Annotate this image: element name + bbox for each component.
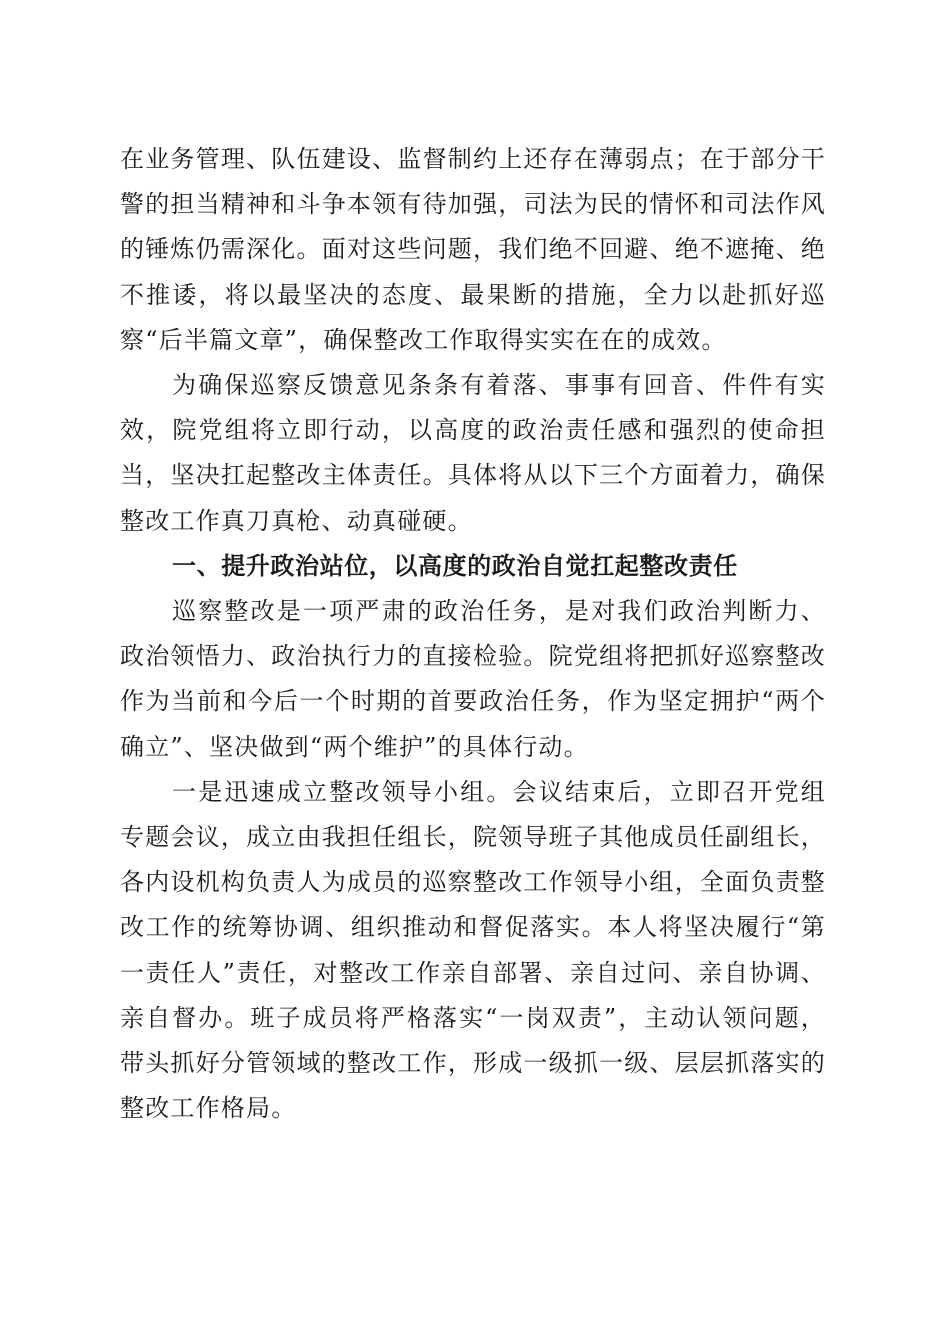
paragraph-leadership-group: 一是迅速成立整改领导小组。会议结束后，立即召开党组专题会议，成立由我担任组长，院领导班子其他成员任副组长，各内设机构负责人为成员的巡察整改工作领导小组，全面负责整改工作的统筹协调、组织推动和督促落实。本人将坚决履行“第一责任人”责任，对整改工作亲自部署、亲自过问、亲自协调、亲自督办。班子成员将严格落实“一岗双责”，主动认领问题，带头抓好分管领域的整改工作，形成一级抓一级、层层抓落实的整改工作格局。 bbox=[120, 777, 826, 1123]
paragraph-political-task: 巡察整改是一项严肃的政治任务，是对我们政治判断力、政治领悟力、政治执行力的直接检验。院党组将把抓好巡察整改作为当前和今后一个时期的首要政治任务，作为坚定拥护“两个确立”、坚决做到“两个维护”的具体行动。 bbox=[120, 597, 826, 761]
paragraph-continuation: 在业务管理、队伍建设、监督制约上还存在薄弱点；在于部分干警的担当精神和斗争本领有待加强，司法为民的情怀和司法作风的锤炼仍需深化。面对这些问题，我们绝不回避、绝不遮掩、绝不推诿，将以最坚决的态度、最果断的措施，全力以赴抓好巡察“后半篇文章”，确保整改工作取得实实在在的成效。 bbox=[120, 145, 826, 354]
document-body bbox=[120, 137, 826, 1131]
section-heading-political-stance: 一、提升政治站位，以高度的政治自觉扛起整改责任 bbox=[172, 551, 738, 580]
paragraph-rectification-intro: 为确保巡察反馈意见条条有着落、事事有回音、件件有实效，院党组将立即行动，以高度的政治责任感和强烈的使命担当，坚决扛起整改主体责任。具体将从以下三个方面着力，确保整改工作真刀真枪、动真碰硬。 bbox=[120, 371, 826, 535]
